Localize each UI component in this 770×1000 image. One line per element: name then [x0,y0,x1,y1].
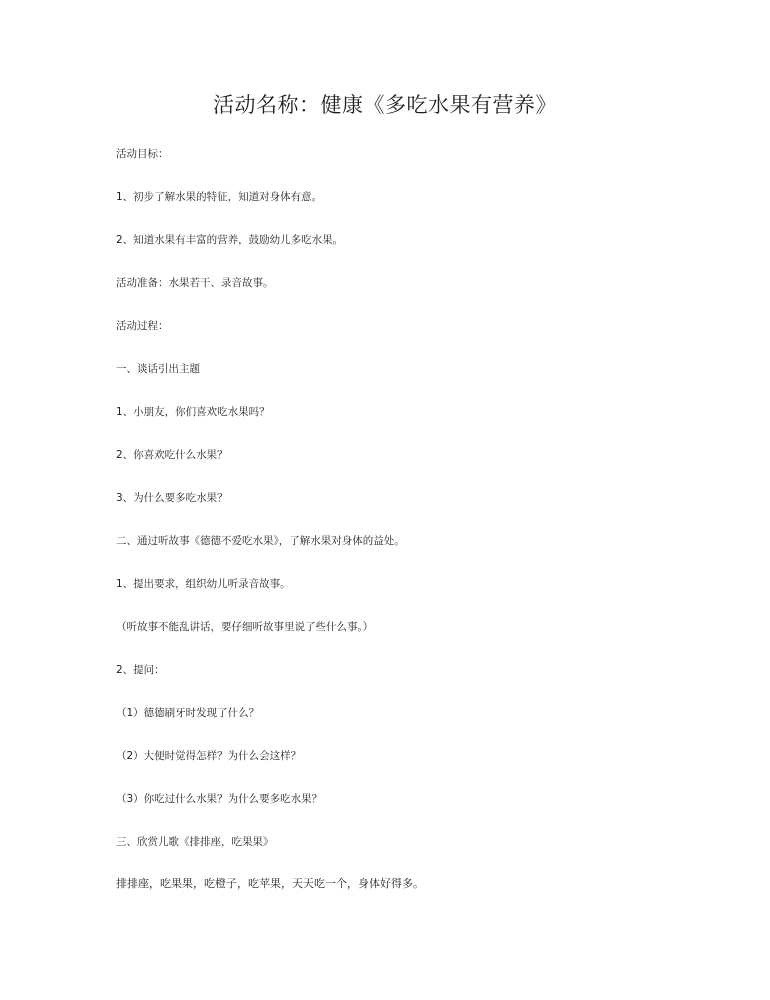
ask-item-3: （3）你吃过什么水果？为什么要多吃水果？ [116,793,323,805]
ask-heading: 2、提问： [116,664,165,676]
step-heading-2: 二、通过听故事《德德不爱吃水果》，了解水果对身体的益处。 [116,535,405,547]
question-2: 2、你喜欢吃什么水果？ [116,449,228,461]
ask-item-2: （2）大便时觉得怎样？为什么会这样？ [116,750,302,762]
preparation-line: 活动准备：水果若干、录音故事。 [116,277,274,289]
question-1: 1、小朋友，你们喜欢吃水果吗？ [116,406,270,418]
goal-item-2: 2、知道水果有丰富的营养，鼓励幼儿多吃水果。 [116,234,344,246]
section-heading-process: 活动过程： [116,320,169,332]
ask-item-1: （1）德德刷牙时发现了什么？ [116,707,260,719]
story-note: （听故事不能乱讲话，要仔细听故事里说了些什么事。） [116,621,374,633]
step-heading-1: 一、谈话引出主题 [116,363,200,375]
nursery-rhyme: 排排座，吃果果，吃橙子，吃苹果，天天吃一个，身体好得多。 [116,877,424,890]
goal-item-1: 1、初步了解水果的特征，知道对身体有意。 [116,191,323,203]
document-title: 活动名称：健康《多吃水果有营养》 [213,93,557,117]
step-heading-3: 三、欣赏儿歌《排排座，吃果果》 [116,836,274,848]
story-requirement: 1、提出要求，组织幼儿听录音故事。 [116,578,291,590]
question-3: 3、为什么要多吃水果？ [116,492,228,504]
section-heading-goals: 活动目标： [116,148,169,160]
